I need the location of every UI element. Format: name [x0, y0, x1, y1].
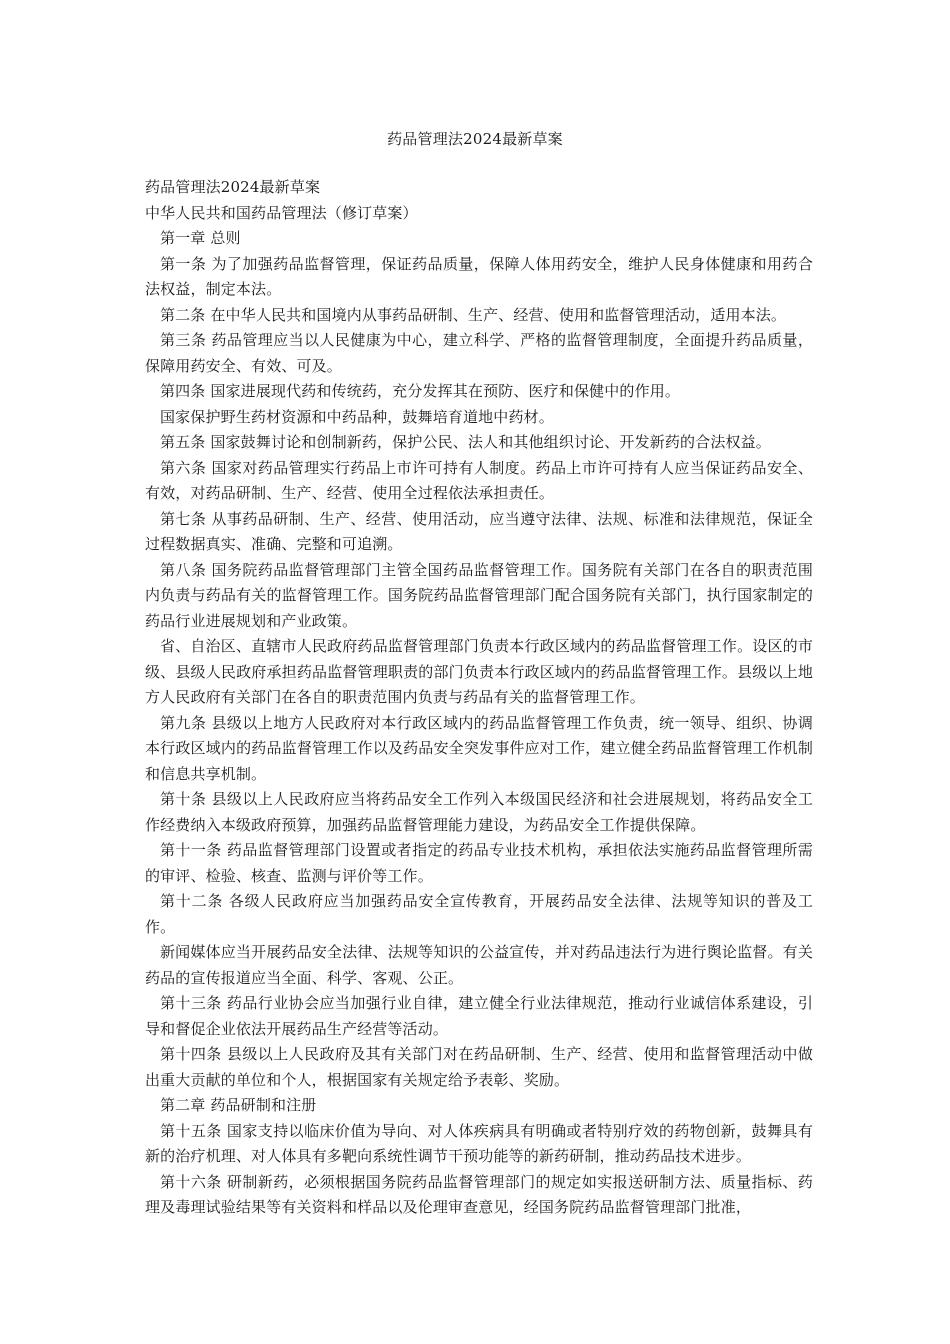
- document-paragraph: 第二章 药品研制和注册: [160, 1096, 317, 1114]
- document-paragraph: 第四条 国家进展现代药和传统药，充分发挥其在预防、医疗和保健中的作用。: [160, 382, 681, 400]
- document-paragraph: 第一章 总则: [160, 229, 241, 247]
- document-paragraph: 第十一条 药品监督管理部门设置或者指定的药品专业技术机构，承担依法实施药品监督管理所需的审评、检验、核查、监测与评价等工作。: [145, 841, 813, 885]
- document-paragraph: 第九条 县级以上地方人民政府对本行政区域内的药品监督管理工作负责，统一领导、组织、协调本行政区域内的药品监督管理工作以及药品安全突发事件应对工作，建立健全药品监督管理工作机制和信息共享机制。: [145, 713, 813, 783]
- document-paragraph: 第一条 为了加强药品监督管理，保证药品质量，保障人体用药安全，维护人民身体健康和用药合法权益，制定本法。: [145, 254, 813, 298]
- document-paragraph: 第十四条 县级以上人民政府及其有关部门对在药品研制、生产、经营、使用和监督管理活动中做出重大贡献的单位和个人，根据国家有关规定给予表彰、奖励。: [145, 1045, 813, 1089]
- document-paragraph: 第十六条 研制新药，必须根据国务院药品监督管理部门的规定如实报送研制方法、质量指标、药理及毒理试验结果等有关资料和样品以及伦理审查意见，经国务院药品监督管理部门批准，: [145, 1172, 813, 1216]
- document-paragraph: 第五条 国家鼓舞讨论和创制新药，保护公民、法人和其他组织讨论、开发新药的合法权益。: [160, 433, 771, 451]
- document-paragraph: 省、自治区、直辖市人民政府药品监督管理部门负责本行政区域内的药品监督管理工作。设区的市级、县级人民政府承担药品监督管理职责的部门负责本行政区域内的药品监督管理工作。县级以上地方人民政府有关部门在各自的职责范围内负责与药品有关的监督管理工作。: [145, 637, 813, 706]
- document-paragraph: 新闻媒体应当开展药品安全法律、法规等知识的公益宣传，并对药品违法行为进行舆论监督。有关药品的宣传报道应当全面、科学、客观、公正。: [145, 943, 813, 987]
- document-paragraph: 第七条 从事药品研制、生产、经营、使用活动，应当遵守法律、法规、标准和法律规范，保证全过程数据真实、准确、完整和可追溯。: [145, 509, 813, 553]
- document-paragraph: 国家保护野生药材资源和中药品种，鼓舞培育道地中药材。: [160, 407, 554, 426]
- document-paragraph: 第十五条 国家支持以临床价值为导向、对人体疾病具有明确或者特别疗效的药物创新，鼓舞具有新的治疗机理、对人体具有多靶向系统性调节干预功能等的新药研制，推动药品技术进步。: [145, 1121, 813, 1165]
- document-body: [145, 175, 813, 1221]
- document-paragraph: 药品管理法2024最新草案: [145, 178, 321, 196]
- document-paragraph: 第十二条 各级人民政府应当加强药品安全宣传教育，开展药品安全法律、法规等知识的普及工作。: [145, 892, 813, 936]
- document-paragraph: 第八条 国务院药品监督管理部门主管全国药品监督管理工作。国务院有关部门在各自的职责范围内负责与药品有关的监督管理工作。国务院药品监督管理部门配合国务院有关部门，执行国家制定的药品行业进展规划和产业政策。: [145, 560, 813, 630]
- document-paragraph: 第十条 县级以上人民政府应当将药品安全工作列入本级国民经济和社会进展规划，将药品安全工作经费纳入本级政府预算，加强药品监督管理能力建设，为药品安全工作提供保障。: [145, 790, 813, 834]
- document-paragraph: 中华人民共和国药品管理法（修订草案）: [145, 203, 418, 222]
- document-paragraph: 第二条 在中华人民共和国境内从事药品研制、生产、经营、使用和监督管理活动，适用本法。: [160, 305, 787, 324]
- document-title: 药品管理法2024最新草案: [387, 130, 563, 148]
- document-paragraph: 第三条 药品管理应当以人民健康为中心，建立科学、严格的监督管理制度，全面提升药品质量，保障用药安全、有效、可及。: [145, 331, 813, 375]
- document-paragraph: 第十三条 药品行业协会应当加强行业自律，建立健全行业法律规范，推动行业诚信体系建设，引导和督促企业依法开展药品生产经营等活动。: [145, 994, 813, 1038]
- document-paragraph: 第六条 国家对药品管理实行药品上市许可持有人制度。药品上市许可持有人应当保证药品安全、有效，对药品研制、生产、经营、使用全过程依法承担责任。: [145, 458, 813, 502]
